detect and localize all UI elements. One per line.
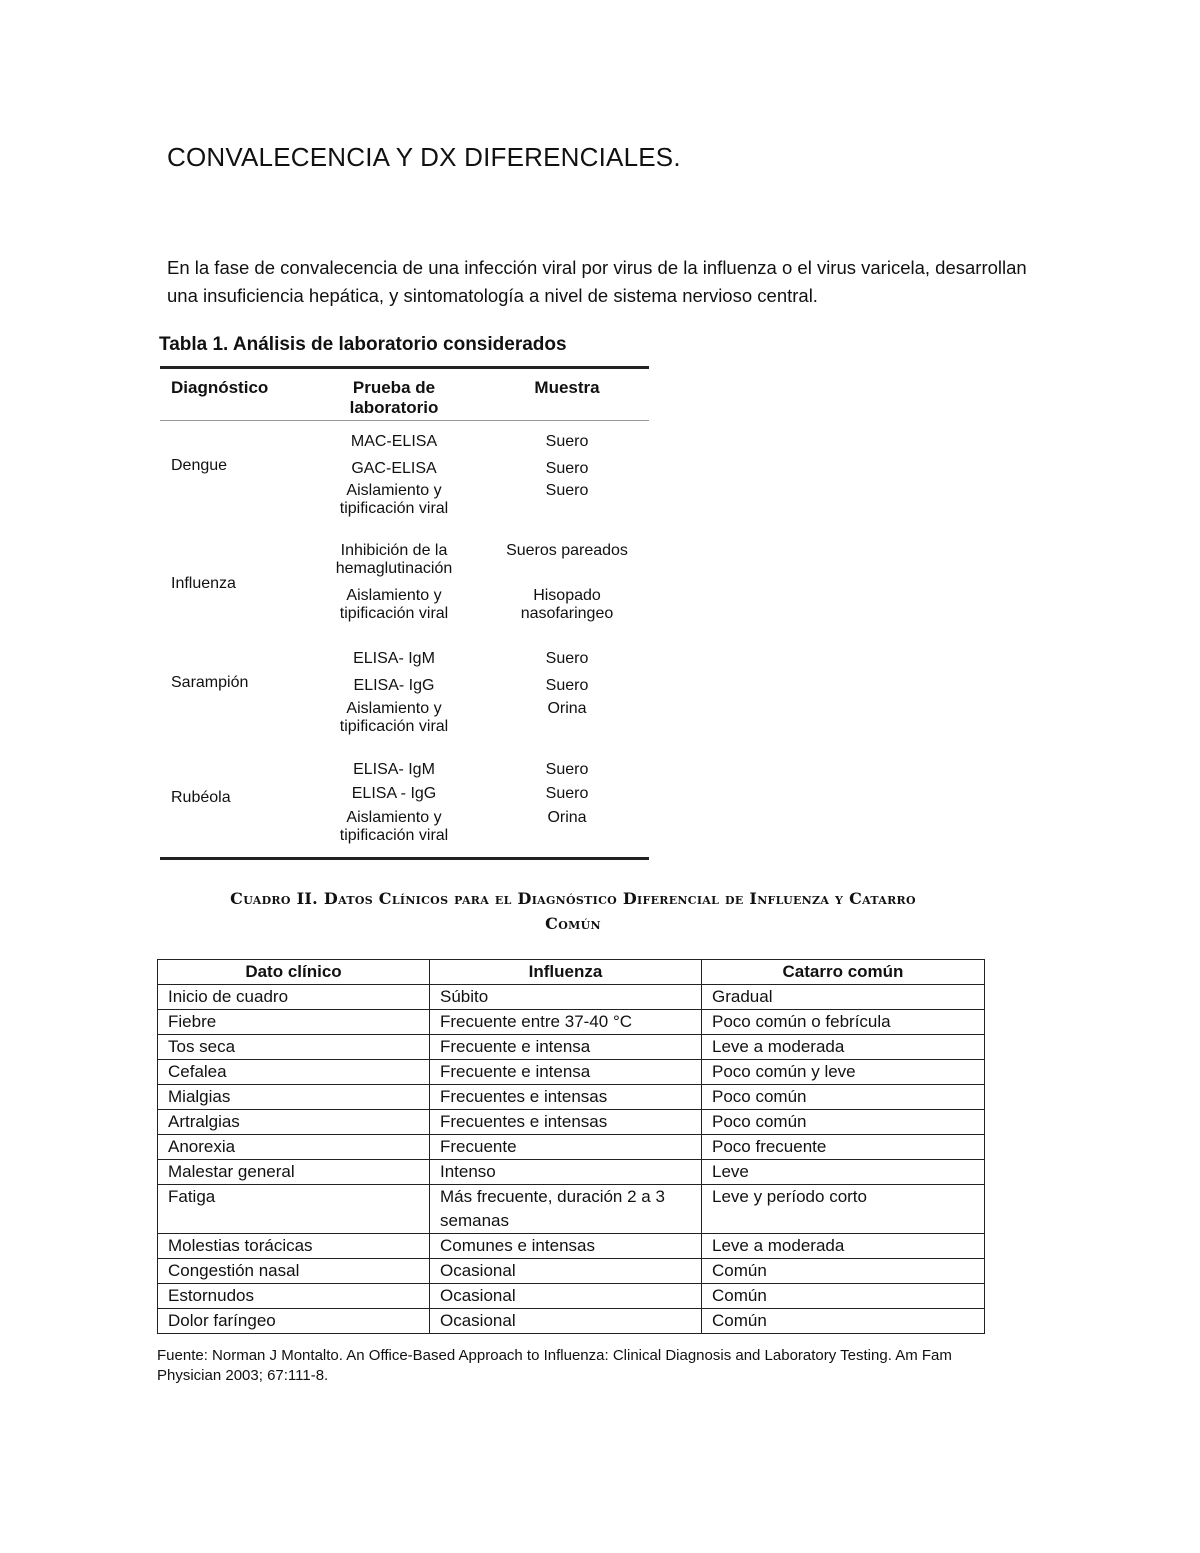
table1-test-line: Inhibición de la xyxy=(340,542,448,559)
table-cell: Ocasional xyxy=(430,1309,702,1334)
table2-caption xyxy=(160,886,986,936)
table-cell: Leve y período corto xyxy=(702,1185,985,1234)
table-cell: Común xyxy=(702,1284,985,1309)
table1-test xyxy=(324,809,464,845)
table1-test: ELISA- IgM xyxy=(353,761,435,778)
table-cell: Malestar general xyxy=(158,1160,430,1185)
page-title: CONVALECENCIA Y DX DIFERENCIALES. xyxy=(167,142,681,172)
table-cell: Común xyxy=(702,1309,985,1334)
table-cell: Congestión nasal xyxy=(158,1259,430,1284)
table-row xyxy=(158,985,985,1010)
table-cell: Estornudos xyxy=(158,1284,430,1309)
table-cell: Ocasional xyxy=(430,1284,702,1309)
table1-sample: Suero xyxy=(545,785,589,802)
table1-test xyxy=(324,542,464,578)
table1-test-line: hemaglutinación xyxy=(335,560,453,577)
table-cell: Anorexia xyxy=(158,1135,430,1160)
table1-test xyxy=(324,587,464,623)
table-cell: Intenso xyxy=(430,1160,702,1185)
table1-header-muestra: Muestra xyxy=(534,378,600,397)
table1-diagnosis: Influenza xyxy=(171,575,236,592)
table-cell: Artralgias xyxy=(158,1110,430,1135)
table1-sample: Suero xyxy=(545,460,589,477)
table-cell: Cefalea xyxy=(158,1060,430,1085)
table-cell: Más frecuente, duración 2 a 3 semanas xyxy=(430,1185,702,1234)
table-cell: Poco común xyxy=(702,1110,985,1135)
table1-test: MAC-ELISA xyxy=(350,433,438,450)
table1-sample-line: nasofaringeo xyxy=(520,605,614,622)
table-row xyxy=(158,1309,985,1334)
table-row xyxy=(158,1160,985,1185)
lab-analysis-table xyxy=(160,366,649,860)
table1-diagnosis: Dengue xyxy=(171,457,228,474)
table-cell: Leve a moderada xyxy=(702,1035,985,1060)
table-cell: Frecuente e intensa xyxy=(430,1060,702,1085)
table-cell: Poco común xyxy=(702,1085,985,1110)
column-header: Influenza xyxy=(430,960,702,985)
table-cell: Ocasional xyxy=(430,1259,702,1284)
table-cell: Dolor faríngeo xyxy=(158,1309,430,1334)
table-row xyxy=(158,1185,985,1234)
table1-test xyxy=(324,700,464,736)
table-row xyxy=(158,1259,985,1284)
column-header: Catarro común xyxy=(702,960,985,985)
table-cell: Frecuente entre 37-40 °C xyxy=(430,1010,702,1035)
table-cell: Súbito xyxy=(430,985,702,1010)
table-cell: Molestias torácicas xyxy=(158,1234,430,1259)
table-row xyxy=(158,1035,985,1060)
table-cell: Poco común o febrícula xyxy=(702,1010,985,1035)
table-cell: Leve a moderada xyxy=(702,1234,985,1259)
table-row xyxy=(158,1135,985,1160)
table1-sample xyxy=(487,587,647,623)
table-cell: Frecuente xyxy=(430,1135,702,1160)
table-cell: Frecuentes e intensas xyxy=(430,1085,702,1110)
table1-test-line: tipificación viral xyxy=(339,605,449,622)
table-cell: Gradual xyxy=(702,985,985,1010)
table2-caption-line1: Cuadro II. Datos Clínicos para el Diagnóstico Diferencial de Influenza y Catarro xyxy=(230,889,916,908)
table1-test: ELISA- IgM xyxy=(353,650,435,667)
table-cell: Común xyxy=(702,1259,985,1284)
table-row xyxy=(158,1010,985,1035)
table-cell: Inicio de cuadro xyxy=(158,985,430,1010)
table1-sample-line: Hisopado xyxy=(533,587,601,604)
table1-header-diagnostico: Diagnóstico xyxy=(171,378,269,397)
table1-test: GAC-ELISA xyxy=(351,460,437,477)
table-cell: Frecuente e intensa xyxy=(430,1035,702,1060)
table-cell: Fatiga xyxy=(158,1185,430,1234)
table1-caption: Tabla 1. Análisis de laboratorio considerados xyxy=(159,334,567,355)
table-cell: Tos seca xyxy=(158,1035,430,1060)
table1-test xyxy=(324,482,464,518)
table1-header-prueba-line1: Prueba de xyxy=(352,378,436,397)
table1-diagnosis: Rubéola xyxy=(171,789,231,806)
table1-diagnosis: Sarampión xyxy=(171,674,249,691)
table1-test-line: Aislamiento y xyxy=(346,809,442,826)
table1-sample: Suero xyxy=(545,761,589,778)
table-cell: Leve xyxy=(702,1160,985,1185)
table1-test-line: tipificación viral xyxy=(339,500,449,517)
table1-sample: Suero xyxy=(545,677,589,694)
table1-sample: Suero xyxy=(545,482,589,499)
table1-test-line: Aislamiento y xyxy=(346,587,442,604)
clinical-differential-table xyxy=(157,959,985,1334)
table1-test-line: tipificación viral xyxy=(339,718,449,735)
column-header: Dato clínico xyxy=(158,960,430,985)
table-header-row xyxy=(158,960,985,985)
table1-test: ELISA - IgG xyxy=(351,785,437,802)
table1-test-line: Aislamiento y xyxy=(346,700,442,717)
table-row xyxy=(158,1060,985,1085)
table-row xyxy=(158,1234,985,1259)
table-cell: Poco frecuente xyxy=(702,1135,985,1160)
table1-test-line: Aislamiento y xyxy=(346,482,442,499)
table-cell: Fiebre xyxy=(158,1010,430,1035)
table1-sample: Suero xyxy=(545,433,589,450)
table1-sample: Suero xyxy=(545,650,589,667)
table2-caption-line2: Común xyxy=(545,914,601,933)
intro-paragraph: En la fase de convalecencia de una infección viral por virus de la influenza o el virus varicela, desarrollan una insuficiencia hepática, y sintomatología a nivel de sistema nervioso central. xyxy=(167,257,1027,306)
table-cell: Frecuentes e intensas xyxy=(430,1110,702,1135)
table-cell: Poco común y leve xyxy=(702,1060,985,1085)
table1-test-line: tipificación viral xyxy=(339,827,449,844)
source-citation: Fuente: Norman J Montalto. An Office-Based Approach to Influenza: Clinical Diagnosis and Laboratory Testing. Am Fam Physician 2003; 67:111-8. xyxy=(157,1347,952,1384)
table1-test: ELISA- IgG xyxy=(353,677,435,694)
table1-sample: Orina xyxy=(547,700,587,717)
table1-header-divider xyxy=(160,420,649,421)
table1-sample: Sueros pareados xyxy=(506,542,628,559)
table-cell: Comunes e intensas xyxy=(430,1234,702,1259)
table-row xyxy=(158,1085,985,1110)
table1-sample: Orina xyxy=(547,809,587,826)
table-cell: Mialgias xyxy=(158,1085,430,1110)
table-row xyxy=(158,1284,985,1309)
table-row xyxy=(158,1110,985,1135)
table1-header-prueba-line2: laboratorio xyxy=(349,398,439,417)
table1-header-prueba xyxy=(324,378,464,418)
